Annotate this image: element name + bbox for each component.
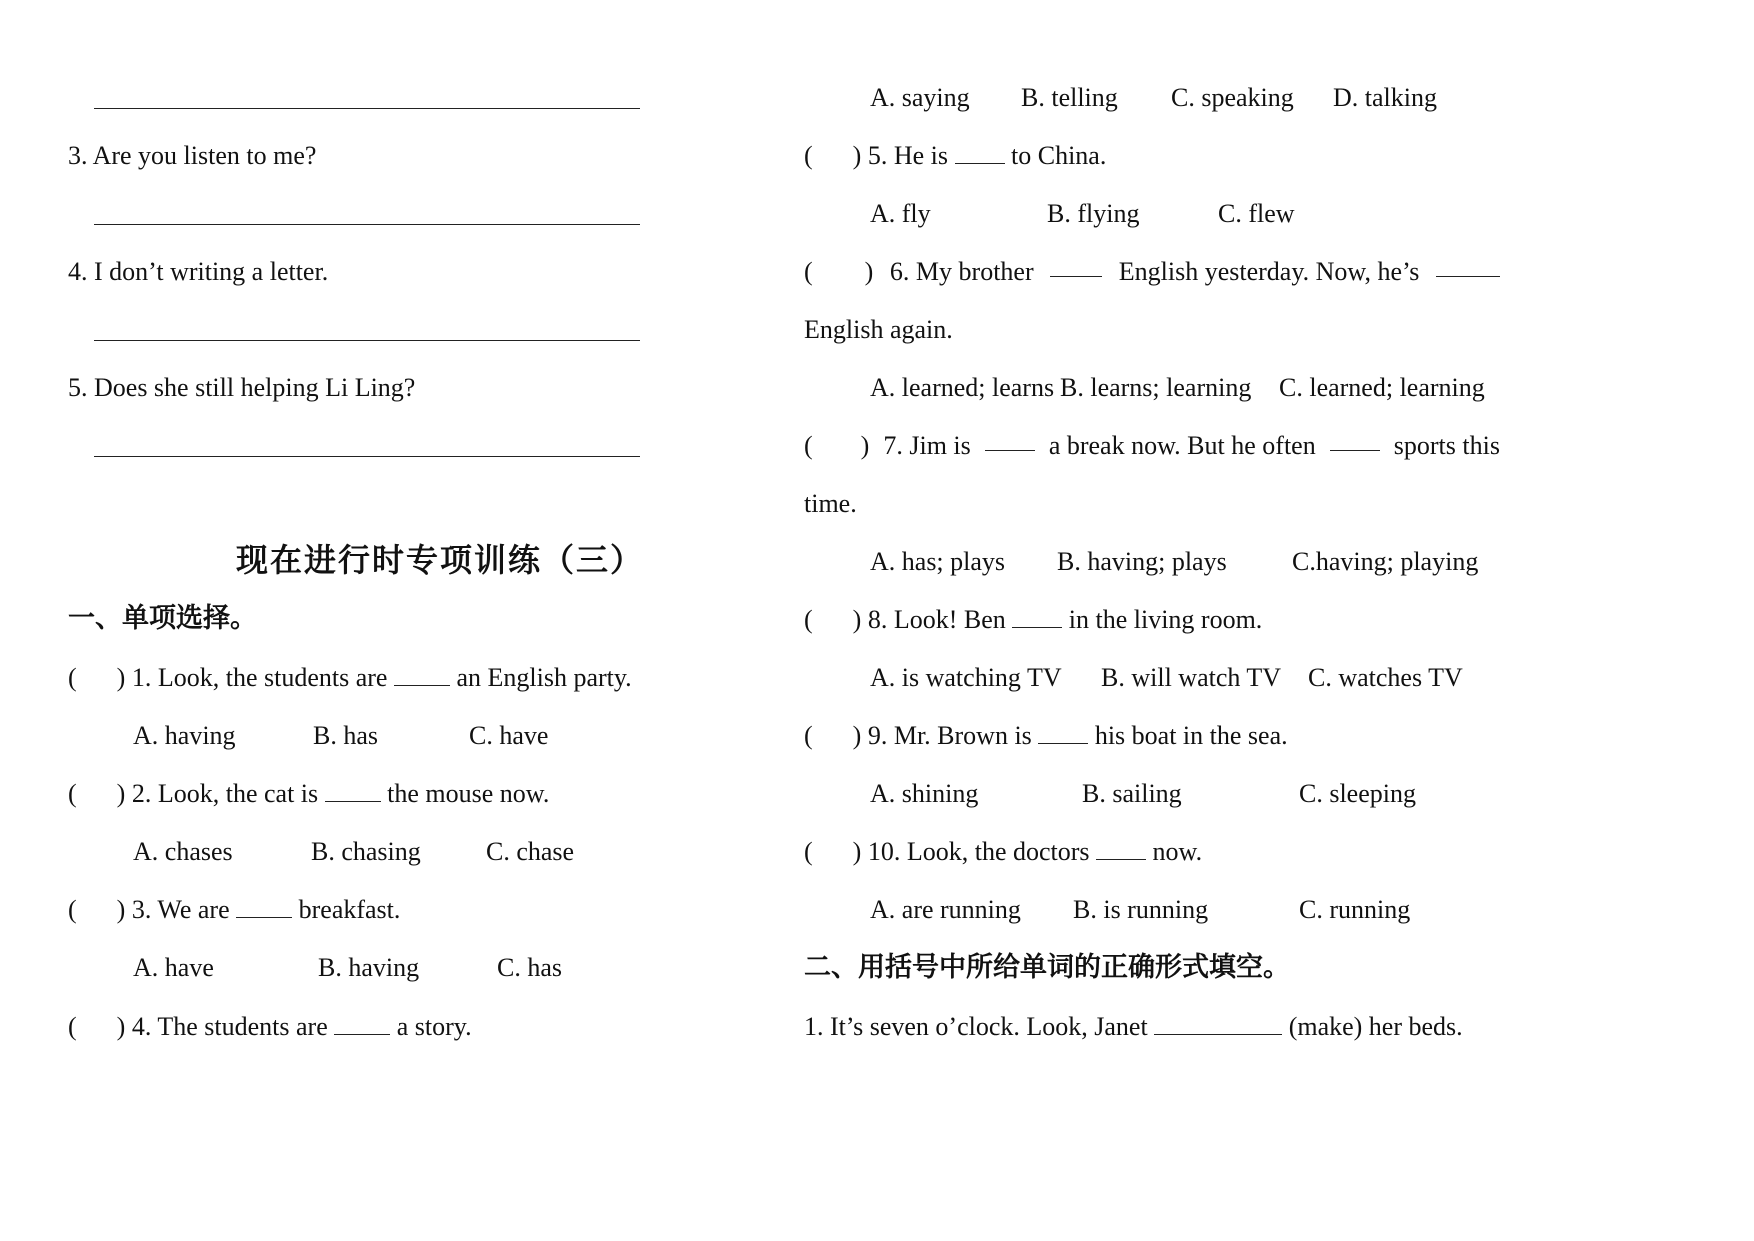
option-b: B. learns; learning bbox=[1060, 373, 1252, 402]
option-c: C. have bbox=[469, 721, 549, 750]
question-text-after: in the living room. bbox=[1068, 605, 1263, 634]
blank bbox=[1038, 723, 1088, 744]
question-text-after: to China. bbox=[1011, 141, 1107, 170]
option-b: B. flying bbox=[1047, 199, 1140, 228]
answer-paren-close: ) bbox=[860, 431, 870, 460]
question-text: 6. My brother bbox=[889, 257, 1034, 286]
option-c: C. speaking bbox=[1171, 83, 1294, 112]
question-1 bbox=[68, 662, 632, 694]
question-text: 5. He is bbox=[867, 141, 949, 170]
question-8 bbox=[804, 604, 1262, 636]
answer-paren-open: ( bbox=[68, 1012, 77, 1041]
question-9 bbox=[804, 720, 1288, 752]
fill-item-1 bbox=[804, 1011, 1463, 1043]
answer-paren-open: ( bbox=[804, 141, 813, 170]
rewrite-item-3: 3. Are you listen to me? bbox=[68, 141, 317, 170]
question-text-after: his boat in the sea. bbox=[1094, 721, 1288, 750]
question-text-after: now. bbox=[1152, 837, 1203, 866]
answer-paren-close: ) bbox=[116, 663, 126, 692]
option-a: A. has; plays bbox=[870, 547, 1006, 576]
question-3 bbox=[68, 894, 400, 926]
option-a: A. chases bbox=[133, 837, 233, 866]
blank bbox=[334, 1014, 390, 1035]
question-text-after: breakfast. bbox=[298, 895, 401, 924]
question-text: 10. Look, the doctors bbox=[867, 837, 1090, 866]
fill-blank[interactable] bbox=[1154, 1014, 1282, 1035]
option-b: B. has bbox=[313, 721, 378, 750]
rewrite-item-4: 4. I don’t writing a letter. bbox=[68, 257, 329, 286]
question-4 bbox=[68, 1011, 472, 1043]
blank bbox=[1050, 256, 1102, 277]
question-text-after: the mouse now. bbox=[387, 779, 550, 808]
blank bbox=[955, 143, 1005, 164]
rewrite-item-5: 5. Does she still helping Li Ling? bbox=[68, 373, 416, 402]
answer-line-3[interactable] bbox=[94, 224, 640, 225]
question-text-after: an English party. bbox=[456, 663, 632, 692]
worksheet-title: 现在进行时专项训练（三） bbox=[236, 541, 645, 579]
question-text: 9. Mr. Brown is bbox=[867, 721, 1032, 750]
answer-paren-close: ) bbox=[852, 141, 862, 170]
blank bbox=[1330, 430, 1380, 451]
question-7 bbox=[804, 430, 1500, 462]
option-a: A. have bbox=[133, 953, 214, 982]
option-b: B. will watch TV bbox=[1101, 663, 1282, 692]
option-d: D. talking bbox=[1333, 83, 1437, 112]
fill-text-after: (make) her beds. bbox=[1288, 1012, 1463, 1041]
answer-paren-open: ( bbox=[68, 779, 77, 808]
question-text: 1. Look, the students are bbox=[131, 663, 388, 692]
blank bbox=[236, 897, 292, 918]
answer-paren-close: ) bbox=[116, 1012, 126, 1041]
question-2 bbox=[68, 778, 549, 810]
question-6 bbox=[804, 256, 1500, 288]
option-a: A. are running bbox=[870, 895, 1021, 924]
answer-paren-close: ) bbox=[864, 257, 874, 286]
option-a: A. shining bbox=[870, 779, 979, 808]
option-c: C. chase bbox=[486, 837, 575, 866]
question-6-continued: English again. bbox=[804, 315, 953, 344]
option-a: A. fly bbox=[870, 199, 931, 228]
answer-line-5[interactable] bbox=[94, 456, 640, 457]
option-a: A. saying bbox=[870, 83, 970, 112]
question-text: 2. Look, the cat is bbox=[131, 779, 319, 808]
answer-paren-close: ) bbox=[852, 837, 862, 866]
option-b: B. telling bbox=[1021, 83, 1118, 112]
question-10 bbox=[804, 836, 1202, 868]
section-2-heading: 二、用括号中所给单词的正确形式填空。 bbox=[804, 952, 1290, 983]
question-text: 4. The students are bbox=[131, 1012, 328, 1041]
answer-paren-close: ) bbox=[116, 779, 126, 808]
blank bbox=[325, 781, 381, 802]
option-b: B. chasing bbox=[311, 837, 421, 866]
option-c: C. has bbox=[497, 953, 562, 982]
option-c: C. sleeping bbox=[1299, 779, 1416, 808]
question-text-after: a story. bbox=[396, 1012, 472, 1041]
answer-paren-open: ( bbox=[68, 895, 77, 924]
question-text-after: sports this bbox=[1393, 431, 1500, 460]
option-c: C. learned; learning bbox=[1279, 373, 1485, 402]
section-1-heading: 一、单项选择。 bbox=[68, 603, 257, 634]
answer-paren-close: ) bbox=[852, 605, 862, 634]
answer-paren-close: ) bbox=[116, 895, 126, 924]
answer-paren-open: ( bbox=[804, 431, 813, 460]
answer-line-4[interactable] bbox=[94, 340, 640, 341]
option-b: B. is running bbox=[1073, 895, 1209, 924]
question-text-mid: a break now. But he often bbox=[1048, 431, 1316, 460]
option-c: C. running bbox=[1299, 895, 1411, 924]
fill-text: 1. It’s seven o’clock. Look, Janet bbox=[804, 1012, 1148, 1041]
question-5 bbox=[804, 140, 1106, 172]
blank bbox=[1096, 839, 1146, 860]
option-c: C. flew bbox=[1218, 199, 1295, 228]
question-text-mid: English yesterday. Now, he’s bbox=[1118, 257, 1420, 286]
blank bbox=[394, 665, 450, 686]
question-7-continued: time. bbox=[804, 489, 857, 518]
option-a: A. learned; learns bbox=[870, 373, 1055, 402]
answer-paren-open: ( bbox=[804, 721, 813, 750]
question-text: 8. Look! Ben bbox=[867, 605, 1006, 634]
answer-paren-open: ( bbox=[804, 257, 813, 286]
blank bbox=[985, 430, 1035, 451]
answer-paren-open: ( bbox=[68, 663, 77, 692]
option-b: B. sailing bbox=[1082, 779, 1182, 808]
answer-line-2[interactable] bbox=[94, 108, 640, 109]
blank bbox=[1012, 607, 1062, 628]
answer-paren-open: ( bbox=[804, 837, 813, 866]
answer-paren-close: ) bbox=[852, 721, 862, 750]
question-text: 3. We are bbox=[131, 895, 230, 924]
option-b: B. having; plays bbox=[1057, 547, 1227, 576]
option-a: A. is watching TV bbox=[870, 663, 1062, 692]
option-b: B. having bbox=[318, 953, 420, 982]
option-c: C.having; playing bbox=[1292, 547, 1479, 576]
option-c: C. watches TV bbox=[1308, 663, 1463, 692]
question-text: 7. Jim is bbox=[883, 431, 971, 460]
blank bbox=[1436, 256, 1500, 277]
answer-paren-open: ( bbox=[804, 605, 813, 634]
option-a: A. having bbox=[133, 721, 236, 750]
